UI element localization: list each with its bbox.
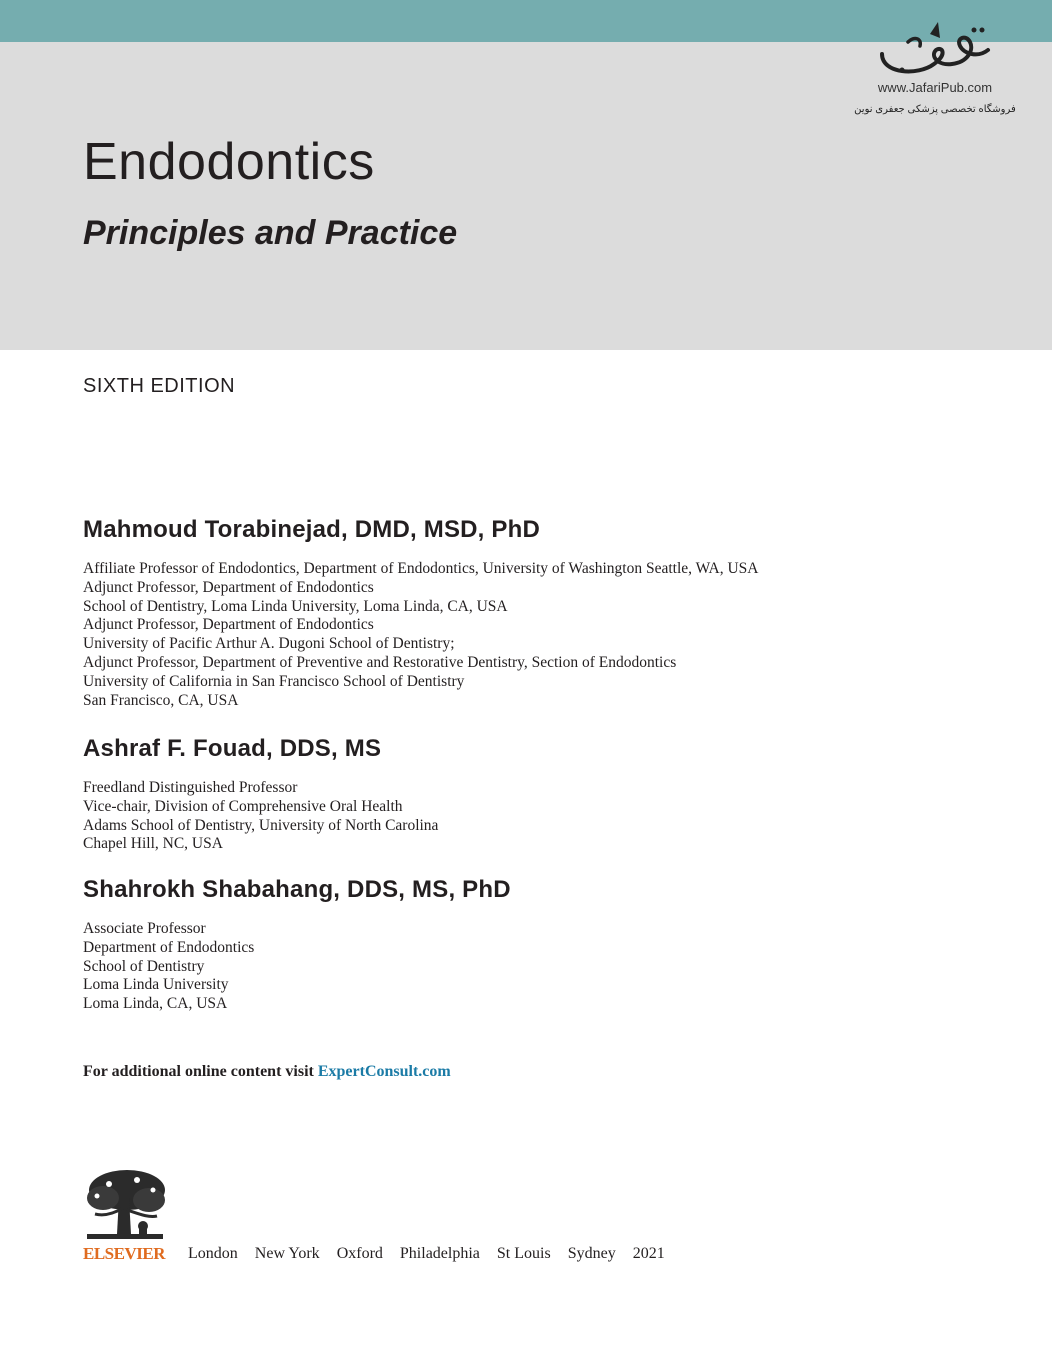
watermark-logo-text: جعفری: [878, 78, 881, 79]
publisher-cities: [188, 1245, 665, 1263]
city-label: London: [188, 1245, 238, 1262]
affiliation-line: Adjunct Professor, Department of Endodontics: [83, 616, 374, 634]
affiliation-list: [83, 560, 758, 710]
affiliation-line: University of Pacific Arthur A. Dugoni School of Dentistry;: [83, 635, 455, 653]
elsevier-tree-icon: [83, 1168, 167, 1243]
affiliation-line: Affiliate Professor of Endodontics, Department of Endodontics, University of Washington Seattle, WA, USA: [83, 560, 759, 577]
affiliation-line: University of California in San Francisco School of Dentistry: [83, 672, 465, 690]
elsevier-wordmark: ELSEVIER: [83, 1244, 165, 1263]
author-name: Shahrokh Shabahang, DDS, MS, PhD: [83, 876, 511, 903]
calligraphy-logo-icon: [878, 20, 992, 78]
author-name: Ashraf F. Fouad, DDS, MS: [83, 735, 382, 762]
watermark-url[interactable]: www.JafariPub.com: [877, 80, 993, 95]
book-subtitle: Principles and Practice: [83, 214, 458, 252]
watermark-tagline: فروشگاه تخصصی پزشکی جعفری نوین: [854, 104, 1016, 115]
affiliation-line: Freedland Distinguished Professor: [83, 779, 298, 796]
city-label: Philadelphia: [399, 1245, 480, 1262]
affiliation-line: Adams School of Dentistry, University of North Carolina: [83, 816, 439, 834]
edition-label: SIXTH EDITION: [83, 375, 236, 397]
affiliation-line: San Francisco, CA, USA: [83, 691, 239, 709]
book-title: Endodontics: [83, 133, 375, 191]
affiliation-list: [83, 779, 438, 854]
author-block-2: [83, 735, 438, 854]
author-name: Mahmoud Torabinejad, DMD, MSD, PhD: [83, 516, 541, 543]
affiliation-line: Loma Linda, CA, USA: [83, 995, 228, 1013]
affiliation-line: Chapel Hill, NC, USA: [83, 835, 223, 853]
city-label: Sydney: [567, 1245, 616, 1262]
author-block-1: [83, 516, 758, 710]
publication-year: 2021: [632, 1245, 665, 1262]
affiliation-line: Adjunct Professor, Department of Preventive and Restorative Dentistry, Section of Endodontics: [83, 653, 677, 671]
expertconsult-link[interactable]: ExpertConsult.com: [317, 1063, 451, 1080]
city-label: New York: [254, 1245, 320, 1262]
affiliation-line: School of Dentistry, Loma Linda University, Loma Linda, CA, USA: [83, 597, 508, 615]
affiliation-line: Adjunct Professor, Department of Endodontics: [83, 578, 374, 596]
online-content-prefix: For additional online content visit: [83, 1063, 318, 1080]
author-block-3: [83, 876, 511, 1014]
city-label: Oxford: [336, 1245, 383, 1262]
online-content-note: [83, 1063, 451, 1081]
city-label: St Louis: [496, 1245, 551, 1262]
affiliation-line: Loma Linda University: [83, 976, 229, 994]
affiliation-line: School of Dentistry: [83, 957, 205, 975]
affiliation-line: Department of Endodontics: [83, 938, 255, 956]
affiliation-list: [83, 920, 511, 1014]
affiliation-line: Vice-chair, Division of Comprehensive Oral Health: [83, 797, 403, 815]
affiliation-line: Associate Professor: [83, 920, 206, 937]
publisher-watermark[interactable]: [850, 18, 1020, 128]
